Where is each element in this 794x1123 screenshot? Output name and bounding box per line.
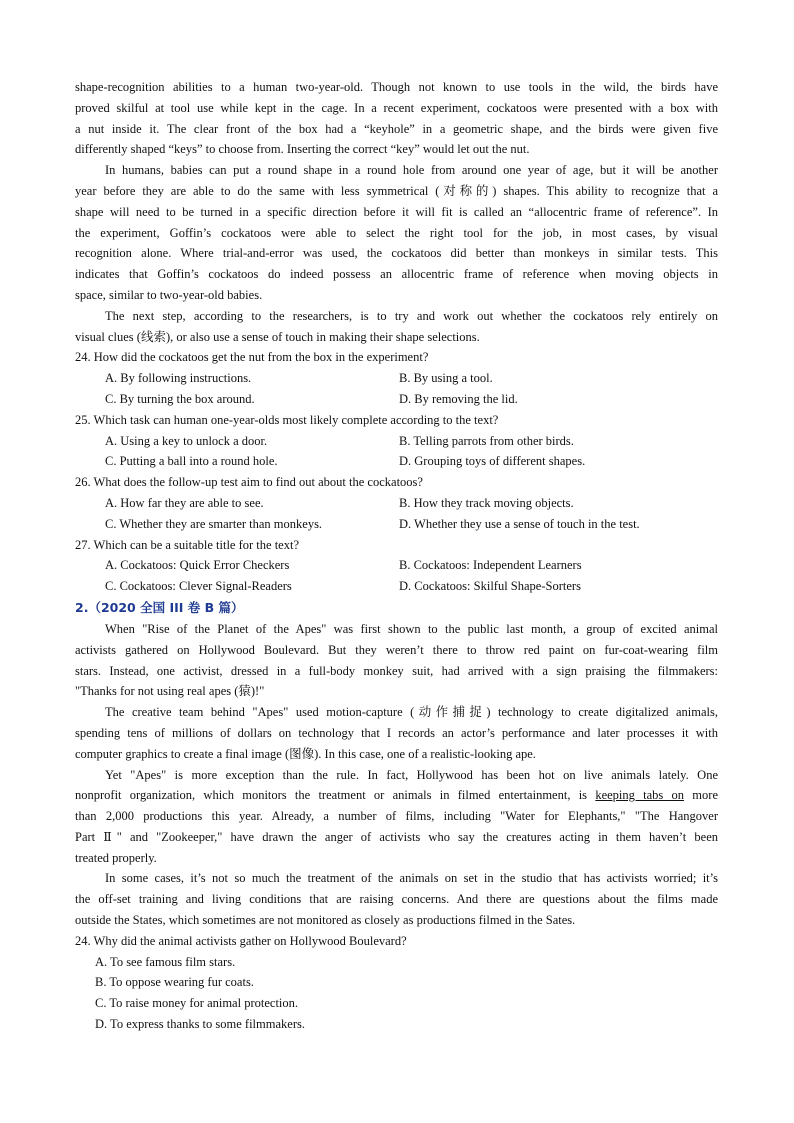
option-a: A. Cockatoos: Quick Error Checkers xyxy=(105,558,290,573)
option-d: D. To express thanks to some filmmakers. xyxy=(95,1017,305,1032)
option-d: D. Grouping toys of different shapes. xyxy=(399,454,586,469)
passage1-paragraph1 xyxy=(75,77,718,160)
question2-24 xyxy=(75,931,718,1035)
text-line: In humans, babies can put a round shape in a round hole from around one year of age, but it will be another xyxy=(105,163,718,178)
option-b: B. How they track moving objects. xyxy=(399,495,574,510)
option-a: A. To see famous film stars. xyxy=(95,954,236,969)
option-a: A. How far they are able to see. xyxy=(105,495,264,510)
text-line: than 2,000 productions this year. Already, a number of films, including "Water for Elephants," "The Hangover xyxy=(75,809,718,824)
passage1-paragraph2 xyxy=(75,160,718,306)
text-line xyxy=(75,785,718,806)
text-line: Part Ⅱ" and "Zookeeper," have drawn the anger of activists who say the creatures acting in them haven’t been xyxy=(75,829,718,844)
option-c: C. Whether they are smarter than monkeys. xyxy=(105,516,323,531)
text-line: space, similar to two-year-old babies. xyxy=(75,287,263,302)
option-c: C. To raise money for animal protection. xyxy=(95,996,299,1011)
text-line: outside the States, which sometimes are not monitored as closely as productions filmed in the Sates. xyxy=(75,913,576,928)
text-line: shape-recognition abilities to a human two-year-old. Though not known to use tools in the wild, the birds have xyxy=(75,80,718,94)
question-25 xyxy=(75,410,718,472)
question-24 xyxy=(75,347,718,409)
text-line: activists gathered on Hollywood Boulevard. But they weren’t there to throw red paint on fur-coat-wearing film xyxy=(75,642,718,657)
question-text: 27. Which can be a suitable title for the text? xyxy=(75,537,299,552)
underlined-phrase: keeping tabs on xyxy=(595,788,685,803)
text-line: the experiment, Goffin’s cockatoos were able to select the right tool for the job, in most cases, by visual xyxy=(75,225,718,240)
question-text: 26. What does the follow-up test aim to find out about the cockatoos? xyxy=(75,475,423,490)
option-c: C. Putting a ball into a round hole. xyxy=(105,454,278,469)
text-line: the off-set training and living conditions that are raising concerns. And there are questions about the films made xyxy=(75,892,718,907)
option-d: D. Cockatoos: Skilful Shape-Sorters xyxy=(399,579,581,594)
option-a: A. Using a key to unlock a door. xyxy=(105,433,268,448)
passage1-paragraph3 xyxy=(75,306,718,348)
text-line: stars. Instead, one activist, dressed in a full-body monkey suit, had arrived with a sign praising the filmmakers: xyxy=(75,663,718,678)
option-b: B. Telling parrots from other birds. xyxy=(399,433,574,448)
document-page xyxy=(75,77,718,1035)
question-27 xyxy=(75,535,718,597)
text-segment: more xyxy=(684,788,718,803)
text-line: differently shaped “keys” to choose from. Inserting the correct “key” would let out the nut. xyxy=(75,142,530,157)
question-26 xyxy=(75,472,718,534)
text-segment: nonprofit organization, which monitors the treatment or animals in filmed entertainment, is xyxy=(75,788,596,803)
text-line: proved skilful at tool use while kept in the cage. In a recent experiment, cockatoos were presented with a box with xyxy=(75,100,718,115)
text-line: The next step, according to the researchers, is to try and work out whether the cockatoos rely entirely on xyxy=(105,308,718,323)
text-line: Yet "Apes" is more exception than the rule. In fact, Hollywood has been hot on live animals lately. One xyxy=(105,767,718,782)
text-line: visual clues (线索), or also use a sense of touch in making their shape selections. xyxy=(75,329,480,344)
option-b: B. To oppose wearing fur coats. xyxy=(95,975,254,990)
option-d: D. By removing the lid. xyxy=(399,391,518,406)
text-line: year before they are able to do the same with less symmetrical (对称的) shapes. This ability to recognize that a xyxy=(75,183,718,198)
option-d: D. Whether they use a sense of touch in the test. xyxy=(399,516,640,531)
text-line: recognition alone. Where trial-and-error was used, the cockatoos did better than monkeys in similar tests. This xyxy=(75,246,718,261)
text-line: The creative team behind "Apes" used motion-capture (动作捕捉) technology to create digitalized animals, xyxy=(105,705,718,720)
section-heading: 2.（2020 全国 III 卷 B 篇） xyxy=(75,599,244,615)
text-line: computer graphics to create a final image (图像). In this case, one of a realistic-looking ape. xyxy=(75,746,536,761)
option-b: B. Cockatoos: Independent Learners xyxy=(399,558,582,573)
passage2-paragraph4 xyxy=(75,868,718,930)
option-a: A. By following instructions. xyxy=(105,371,252,386)
text-line: a nut inside it. The clear front of the box had a “keyhole” in a geometric shape, and the birds were given five xyxy=(75,121,718,136)
text-line: shape will need to be turned in a specific direction before it will fit is called an “allocentric frame of reference”. In xyxy=(75,204,718,219)
question-text: 24. How did the cockatoos get the nut from the box in the experiment? xyxy=(75,350,429,365)
text-line: When "Rise of the Planet of the Apes" was first shown to the public last month, a group of excited animal xyxy=(105,621,718,636)
text-line: indicates that Goffin’s cockatoos do indeed possess an allocentric frame of reference when moving objects in xyxy=(75,267,718,282)
text-line: In some cases, it’s not so much the treatment of the animals on set in the studio that has activists worried; it’s xyxy=(105,871,718,886)
question-text: 24. Why did the animal activists gather on Hollywood Boulevard? xyxy=(75,933,407,948)
text-line: spending tens of millions of dollars on technology that I records an actor’s performance and later processes it with xyxy=(75,725,718,740)
option-b: B. By using a tool. xyxy=(399,371,493,386)
question-text: 25. Which task can human one-year-olds most likely complete according to the text? xyxy=(75,412,499,427)
option-c: C. Cockatoos: Clever Signal-Readers xyxy=(105,579,292,594)
passage2-paragraph1 xyxy=(75,619,718,702)
text-line: "Thanks for not using real apes (猿)!" xyxy=(75,684,265,699)
option-c: C. By turning the box around. xyxy=(105,391,255,406)
passage2-paragraph2 xyxy=(75,702,718,764)
passage2-paragraph3 xyxy=(75,765,718,869)
text-line: treated properly. xyxy=(75,850,157,865)
